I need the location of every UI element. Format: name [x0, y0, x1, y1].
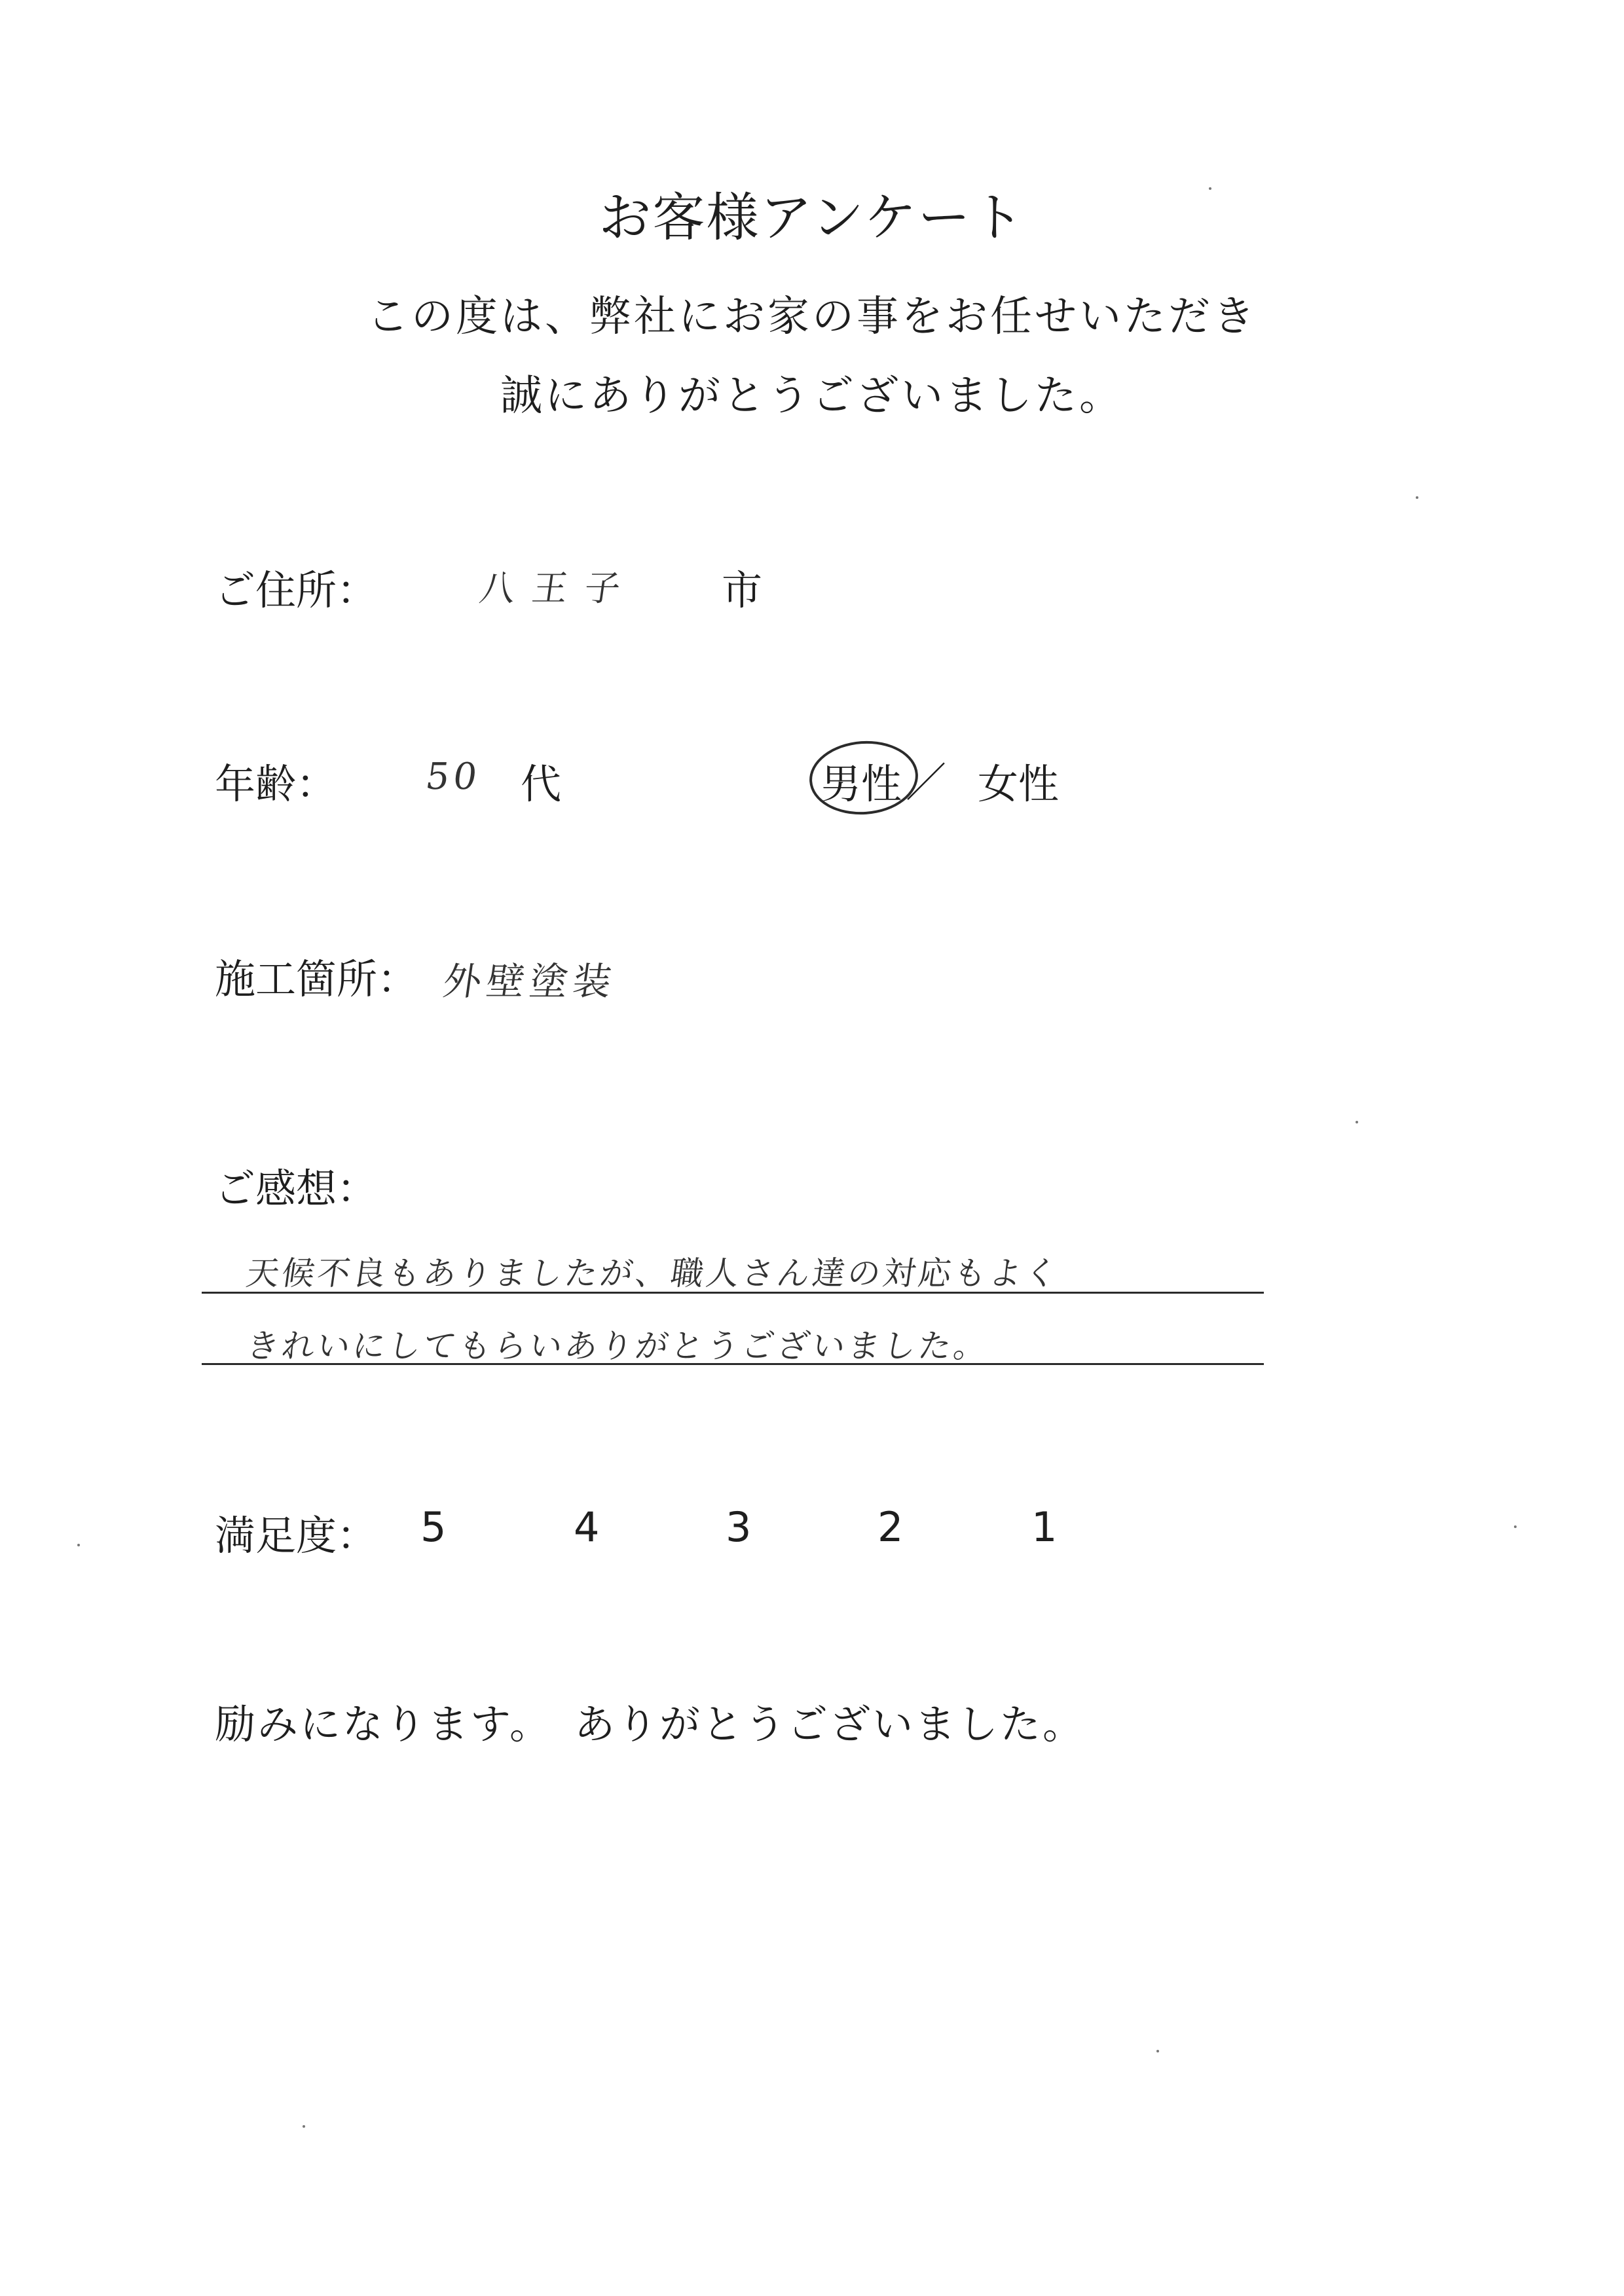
satisfaction-option-4: 4 — [574, 1503, 600, 1551]
satisfaction-label: 満足度： — [215, 1512, 378, 1559]
scan-speck — [77, 1544, 80, 1546]
closing-message: 励みになります。 ありがとうございました。 — [215, 1700, 1086, 1748]
age-unit: 代 — [521, 760, 562, 808]
scan-speck — [303, 2125, 305, 2128]
construction-site-value-handwritten: 外壁塗装 — [440, 959, 619, 1004]
scan-speck — [1514, 1525, 1517, 1528]
page-title: お客様アンケート — [599, 187, 1025, 248]
satisfaction-option-1: 1 — [1031, 1503, 1058, 1551]
satisfaction-option-2: 2 — [877, 1503, 904, 1551]
comment-rule-1 — [202, 1292, 1264, 1294]
comment-line-2-handwritten: きれいにしてもらいありがとうございました。 — [244, 1327, 992, 1365]
scan-speck — [1156, 2050, 1159, 2052]
comment-rule-2 — [202, 1363, 1264, 1365]
address-value-handwritten: 八王子 — [477, 568, 640, 609]
address-unit: 市 — [722, 566, 763, 614]
age-value-handwritten: 50 — [423, 756, 484, 798]
age-label: 年齢： — [215, 760, 337, 808]
greeting-line-1: この度は、弊社にお家の事をお任せいただき — [367, 293, 1257, 341]
satisfaction-option-5: 5 — [420, 1503, 447, 1551]
comment-line-1-handwritten: 天候不良もありましたが、職人さん達の対応もよく — [244, 1254, 1063, 1292]
construction-site-label: 施工箇所： — [215, 955, 418, 1003]
gender-option-female: 女性 — [978, 760, 1060, 808]
scan-speck — [1209, 187, 1211, 190]
comments-label: ご感想： — [215, 1165, 378, 1212]
gender-option-male: 男性 — [821, 760, 902, 808]
address-label: ご住所： — [215, 566, 378, 614]
satisfaction-option-3: 3 — [726, 1503, 752, 1551]
gender-separator: ／ — [906, 759, 947, 807]
scan-speck — [1416, 496, 1418, 499]
greeting-line-2: 誠にありがとうございました。 — [500, 372, 1124, 420]
scan-speck — [1356, 1121, 1358, 1123]
